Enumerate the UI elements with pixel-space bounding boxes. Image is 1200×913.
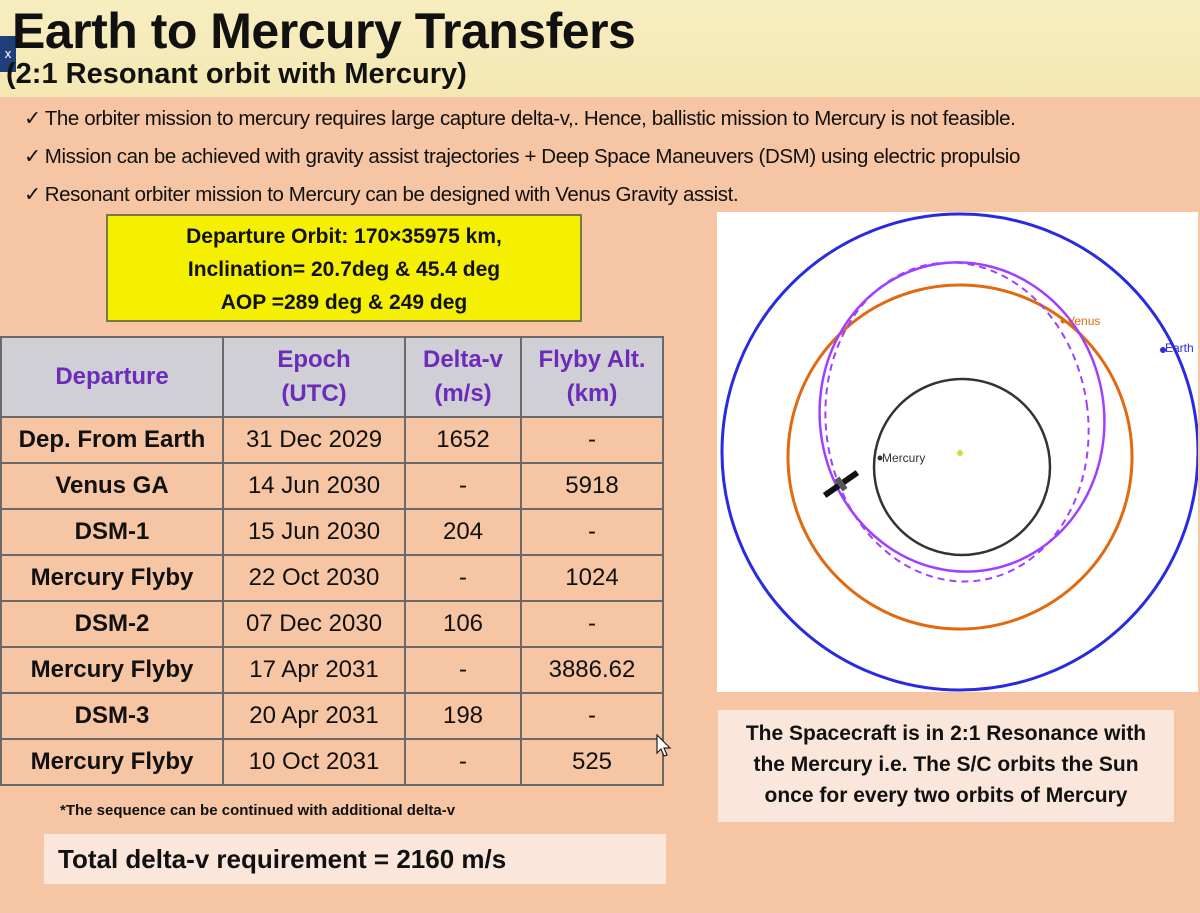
event-name: Mercury Flyby [1, 555, 223, 601]
checkmark-icon: ✓ [24, 183, 41, 206]
venus-marker [1061, 319, 1066, 324]
resonance-line: the Mercury i.e. The S/C orbits the Sun [753, 753, 1139, 776]
delta-v-cell: 198 [405, 693, 521, 739]
table-row [1, 463, 663, 509]
header-departure: Departure [1, 337, 223, 417]
resonance-note [718, 710, 1174, 822]
delta-v-cell: 106 [405, 601, 521, 647]
flyby-alt-cell: - [521, 417, 663, 463]
flyby-alt-cell: 3886.62 [521, 647, 663, 693]
event-name: DSM-2 [1, 601, 223, 647]
delta-v-cell: - [405, 463, 521, 509]
table-row [1, 693, 663, 739]
flyby-alt-cell: 5918 [521, 463, 663, 509]
bullet-item [24, 100, 1020, 138]
table-header-row [1, 337, 663, 417]
departure-orbit-line: Departure Orbit: 170×35975 km, [186, 225, 502, 248]
epoch-cell: 20 Apr 2031 [223, 693, 405, 739]
epoch-cell: 22 Oct 2030 [223, 555, 405, 601]
venus-label: Venus [1067, 314, 1101, 328]
mouse-cursor-icon [656, 734, 672, 758]
epoch-cell: 14 Jun 2030 [223, 463, 405, 509]
event-name: Venus GA [1, 463, 223, 509]
departure-orbit-box [106, 214, 582, 322]
delta-v-cell: - [405, 739, 521, 785]
orbit-diagram [717, 212, 1198, 692]
resonance-line: The Spacecraft is in 2:1 Resonance with [745, 722, 1147, 745]
delta-v-cell: 204 [405, 509, 521, 555]
event-name: DSM-3 [1, 693, 223, 739]
delta-v-cell: - [405, 647, 521, 693]
table-row [1, 555, 663, 601]
slide-subtitle: (2:1 Resonant orbit with Mercury) [6, 58, 467, 90]
flyby-alt-cell: 525 [521, 739, 663, 785]
event-name: DSM-1 [1, 509, 223, 555]
flyby-alt-cell: - [521, 693, 663, 739]
checkmark-icon: ✓ [24, 145, 41, 168]
header-delta-v: Delta-v (m/s) [405, 337, 521, 417]
epoch-cell: 15 Jun 2030 [223, 509, 405, 555]
bullet-text: Resonant orbiter mission to Mercury can be designed with Venus Gravity assist. [44, 183, 739, 206]
event-name: Dep. From Earth [1, 417, 223, 463]
bullet-list [24, 100, 1020, 214]
resonance-line: once for every two orbits of Mercury [764, 784, 1128, 807]
spacecraft-orbit-solid [795, 240, 1129, 595]
table-row [1, 509, 663, 555]
mercury-orbit [874, 379, 1050, 555]
epoch-cell: 10 Oct 2031 [223, 739, 405, 785]
flyby-alt-cell: - [521, 601, 663, 647]
footnote: *The sequence can be continued with additional delta-v [60, 802, 456, 819]
table-row [1, 739, 663, 785]
bullet-item [24, 138, 1020, 176]
bullet-text: Mission can be achieved with gravity assist trajectories + Deep Space Maneuvers (DSM) using electric propulsio [44, 145, 1020, 168]
delta-v-cell: 1652 [405, 417, 521, 463]
flyby-alt-cell: 1024 [521, 555, 663, 601]
total-delta-v: Total delta-v requirement = 2160 m/s [44, 834, 666, 884]
epoch-cell: 07 Dec 2030 [223, 601, 405, 647]
checkmark-icon: ✓ [24, 107, 41, 130]
table-row [1, 601, 663, 647]
flyby-alt-cell: - [521, 509, 663, 555]
event-name: Mercury Flyby [1, 739, 223, 785]
bullet-item [24, 176, 1020, 214]
spacecraft-orbit-dashed [805, 245, 1109, 598]
header-flyby-alt: Flyby Alt. (km) [521, 337, 663, 417]
delta-v-cell: - [405, 555, 521, 601]
mercury-label: Mercury [882, 451, 926, 465]
orbit-diagram-svg [717, 212, 1198, 692]
table-row [1, 647, 663, 693]
table-row [1, 417, 663, 463]
mission-schedule-table [0, 336, 664, 786]
epoch-cell: 31 Dec 2029 [223, 417, 405, 463]
slide-title: Earth to Mercury Transfers [12, 3, 636, 59]
header-epoch: Epoch (UTC) [223, 337, 405, 417]
aop-line: AOP =289 deg & 249 deg [220, 291, 468, 314]
sun-marker [957, 450, 963, 456]
epoch-cell: 17 Apr 2031 [223, 647, 405, 693]
bullet-text: The orbiter mission to mercury requires large capture delta-v,. Hence, ballistic mission to Mercury is not feasible. [44, 107, 1016, 130]
inclination-line: Inclination= 20.7deg & 45.4 deg [187, 258, 501, 281]
event-name: Mercury Flyby [1, 647, 223, 693]
close-tab[interactable]: x [0, 36, 16, 72]
earth-label: Earth [1165, 341, 1194, 355]
